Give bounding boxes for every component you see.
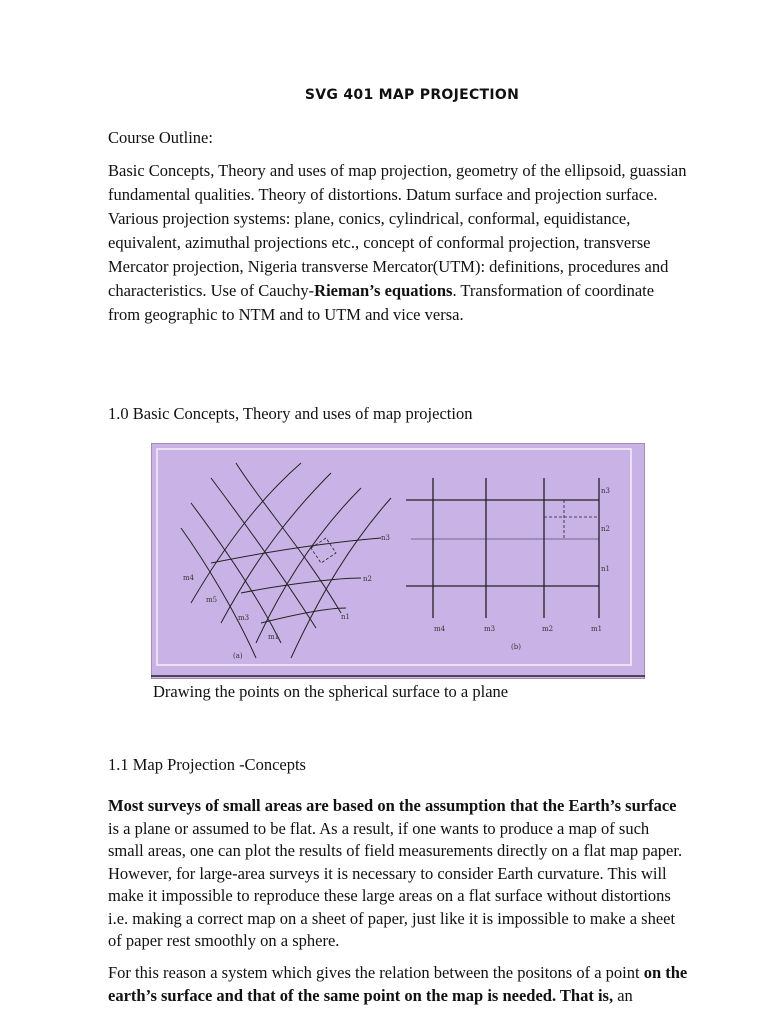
label-a-m4: m4	[183, 574, 195, 582]
label-a-n3: n3	[381, 534, 390, 542]
para2-text-1: For this reason a system which gives the relation between the positons of a point	[108, 963, 644, 982]
projection-figure	[151, 443, 645, 679]
label-b-m2: m2	[542, 625, 554, 633]
label-a-m1: m1	[268, 633, 280, 641]
intro-bold-term: Rieman’s equations	[314, 281, 453, 300]
label-b-n1: n1	[601, 565, 610, 573]
label-a-n1: n1	[341, 613, 350, 621]
label-b-m1: m1	[591, 625, 603, 633]
para2-text-2: an	[613, 985, 633, 1005]
paragraph-2	[108, 962, 688, 1007]
figure-background	[151, 443, 645, 679]
label-b-m3: m3	[484, 625, 496, 633]
label-a-caption: (a)	[233, 652, 243, 660]
label-a-n2: n2	[363, 575, 372, 583]
intro-text-1: Basic Concepts, Theory and uses of map projection, geometry of the ellipsoid, guassian fundamental qualities. Theory of distortions. Datum surface and projection surface. Various projection systems: plane, conics, cylindrical, conformal, equidistance, equivalent, azimuthal projections etc., concept of conformal projection, transverse Mercator projection, Nigeria transverse Mercator(UTM): definitions, procedures and characteristics. Use of Cauchy-	[108, 161, 687, 300]
para2-bold: on the earth’s surface and that of the same point on the map is needed. That is,	[108, 963, 688, 1005]
intro-text-2: . Transformation of coordinate from geographic to NTM and to UTM and vice versa.	[108, 281, 655, 324]
label-b-m4: m4	[434, 625, 446, 633]
paragraph-1	[108, 795, 688, 953]
label-b-caption: (b)	[511, 643, 521, 651]
intro-paragraph	[108, 159, 688, 327]
label-b-n3: n3	[601, 487, 610, 495]
section-heading-1-1: 1.1 Map Projection -Concepts	[108, 755, 306, 774]
label-b-n2: n2	[601, 525, 610, 533]
label-a-m5: m5	[206, 596, 218, 604]
para1-bold: Most surveys of small areas are based on the assumption that the Earth’s surface	[108, 796, 677, 815]
figure-caption: Drawing the points on the spherical surface to a plane	[153, 682, 509, 701]
label-a-m3: m3	[238, 614, 250, 622]
course-outline-label: Course Outline:	[108, 128, 213, 147]
section-heading-1-0: 1.0 Basic Concepts, Theory and uses of map projection	[108, 404, 473, 423]
para1-text: is a plane or assumed to be flat. As a result, if one wants to produce a map of such small areas, one can plot the results of field measurements directly on a flat map paper. However, for large-area surveys it is necessary to consider Earth curvature. This will make it impossible to reproduce these large areas on a flat surface without distortions i.e. making a correct map on a sheet of paper, just like it is impossible to make a sheet of paper rest smoothly on a sphere.	[108, 818, 683, 950]
projection-diagram	[151, 443, 645, 679]
page-title: SVG 401 MAP PROJECTION	[304, 87, 520, 103]
